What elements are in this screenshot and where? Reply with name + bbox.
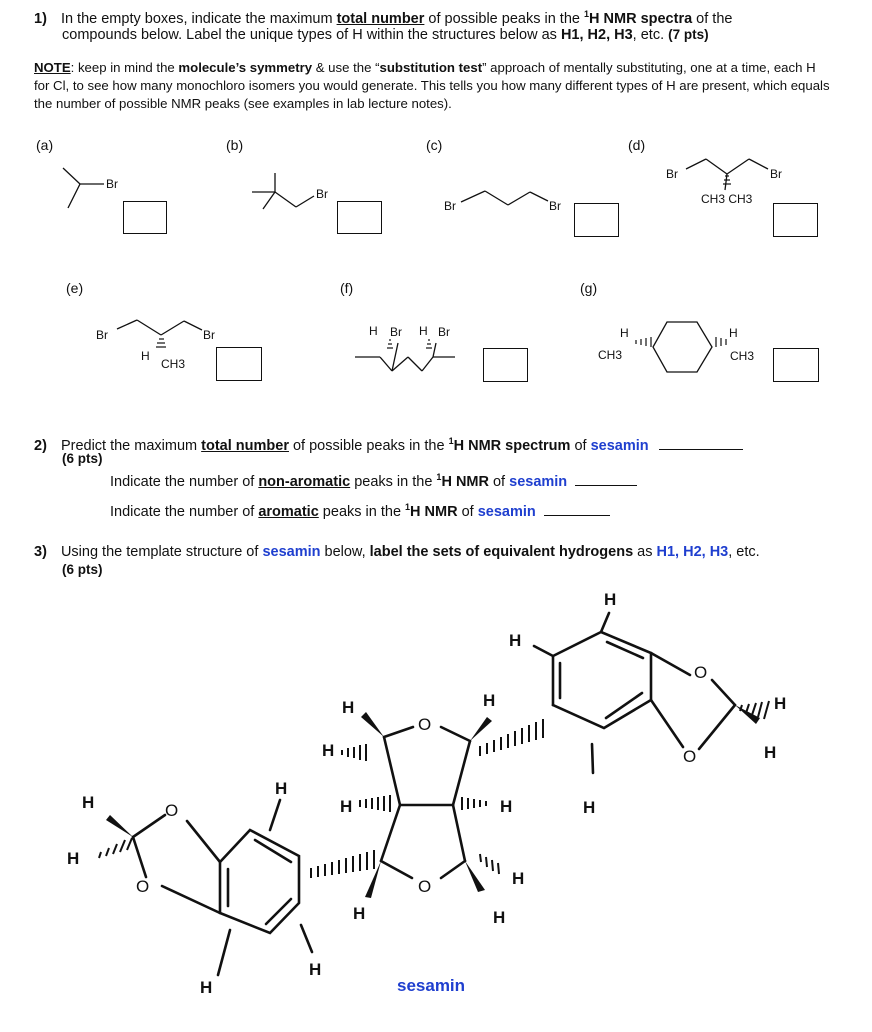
structure-b [252,173,314,209]
structure-e [117,320,202,335]
q2-sub1-sup: 1 [436,472,442,482]
c-br-left: Br [444,199,456,213]
sesamin-h-hash-lower-right: H [512,869,525,888]
sesamin-h-ring-lower-right: H [583,798,596,817]
sesamin-h-wedge-upper-left: H [342,698,355,717]
q2-nmr: H NMR spectrum [453,437,571,454]
sesamin-h-bridge-right: H [500,797,513,816]
q2-answer-blank[interactable] [659,435,743,450]
q2-sub1-a: Indicate the number of [110,473,259,490]
q2-sub2-a: Indicate the number of [110,503,259,520]
structure-f [355,343,455,371]
q2-sub1-b: peaks in the [350,473,437,490]
q2-points: (6 pts) [62,451,103,466]
q1-structures [0,0,872,400]
sesamin-h-top: H [604,590,617,609]
sesamin-h-bridge-left: H [340,797,353,816]
sesamin-o-right-2: O [683,747,697,766]
q1-sup: 1 [584,9,590,19]
d-br-right: Br [770,167,782,181]
b-br: Br [316,187,328,201]
q2-line1 [34,432,854,456]
label-b: (b) [226,137,244,153]
sesamin-h-ring-upper: H [509,631,522,650]
q2-sub2-compound: sesamin [477,503,536,520]
label-a: (a) [36,137,54,153]
sesamin-h-ch2-right-1: H [774,694,787,713]
f-h-2: H [419,324,428,338]
structure-c [461,191,548,205]
q3-compound: sesamin [262,544,321,560]
e-br-right: Br [203,328,215,342]
sesamin-h-wedge-lower-left: H [353,904,366,923]
note-label: NOTE [34,60,71,75]
sesamin-o-left-1: O [165,801,179,820]
q1-line2-a: compounds below. Label the unique types of H within the structures below as [62,27,561,43]
q2-sub1-compound: sesamin [509,473,568,490]
q2-sub2-u: aromatic [258,503,319,520]
q2-sub1-nmr: H NMR [441,473,489,490]
d-br-left: Br [666,167,678,181]
sesamin-o-right-1: O [694,663,708,682]
q2-text-a: Predict the maximum [60,437,202,454]
q3-text-b: below, [320,544,370,560]
f-br-2: Br [438,325,450,339]
sesamin-structure [0,572,872,1032]
g-ch3-left: CH3 [598,348,623,362]
sesamin-h-ch2-left-1: H [82,793,95,812]
sesamin-h-ch2-right-2: H [764,743,777,762]
q1-number: 1) [34,10,47,27]
q1-points: (7 pts) [668,27,709,42]
q3-number: 3) [34,544,47,560]
q1-text-b: of possible peaks in the [424,10,584,27]
note-2: & use the “ [312,60,380,75]
q2-sub2-c: of [457,503,478,520]
label-d: (d) [628,137,646,153]
sesamin-h-wedge-upper-right: H [483,691,496,710]
note-symmetry: molecule’s symmetry [178,60,313,75]
sesamin-o-upper: O [418,715,432,734]
q2-text-c: of [570,437,591,454]
q1-h-labels: H1, H2, H3 [560,27,633,43]
q2-total-number: total number [201,437,289,454]
e-h: H [141,349,150,363]
label-c: (c) [426,137,443,153]
label-f: (f) [340,280,354,296]
sesamin-o-lower: O [418,877,432,896]
label-e: (e) [66,280,84,296]
q3-labels: H1, H2, H3 [656,544,729,560]
structure-a [63,168,104,208]
q2-sub2-b: peaks in the [318,503,406,520]
q2-number: 2) [34,437,47,454]
q2-text-b: of possible peaks in the [288,437,449,454]
q2-sub1-u: non-aromatic [258,473,351,490]
sesamin-h-hash-upper-left: H [322,741,335,760]
structure-g [653,322,712,372]
q2-sub2-blank[interactable] [544,501,610,516]
g-h-right: H [729,326,738,340]
g-h-left: H [620,326,629,340]
label-g: (g) [580,280,598,296]
q3-line1 [34,543,854,562]
q3-text-a: Using the template structure of [60,544,263,560]
q3-points: (6 pts) [62,562,103,577]
d-ch3ch3: CH3 CH3 [701,192,753,206]
sesamin-label: sesamin [397,976,466,995]
g-ch3-right: CH3 [730,349,755,363]
q2-sub1-c: of [488,473,510,490]
q3-text-c: as [633,544,657,560]
q2-sub1-blank[interactable] [575,471,637,486]
f-br-1: Br [390,325,402,339]
sesamin-h-wedge-lower-right: H [493,908,506,927]
sesamin-h-ring-left-top: H [275,779,288,798]
q3-bold: label the sets of equivalent hydrogens [369,544,634,560]
q2-sub2-nmr: H NMR [410,503,458,520]
q1-nmr: H NMR spectra [589,10,693,27]
q3-text-d: , etc. [728,544,760,560]
a-br: Br [106,177,118,191]
sesamin-o-left-2: O [136,877,150,896]
note-1: : keep in mind the [70,60,179,75]
sesamin-h-bottom: H [200,978,213,997]
structure-d [686,159,768,190]
c-br-right: Br [549,199,561,213]
q2-compound: sesamin [590,437,649,454]
sesamin-h-ring-lower-left: H [309,960,322,979]
q1-total-number: total number [336,10,425,27]
q2-sub1 [110,468,830,492]
q1-text-a: In the empty boxes, indicate the maximum [60,10,337,27]
q2-sub2 [110,498,830,522]
note-substitution: substitution test [379,60,483,75]
e-br-left: Br [96,328,108,342]
q1-text-c: of the [692,10,733,27]
f-h-1: H [369,324,378,338]
sesamin-h-ch2-left-2: H [67,849,80,868]
q1-line2-c: , etc. [632,27,669,43]
q2-sup: 1 [448,436,454,446]
q2-sub2-sup: 1 [405,502,411,512]
note-3: ” approach of mentally substituting, one at a time, each H for Cl, to see how many monochloro isomers you would generate. This tells you how many different types of H are present, which equals the number of possible NMR peaks (see examples in lab lecture notes). [34,60,830,111]
e-ch3: CH3 [161,357,186,371]
